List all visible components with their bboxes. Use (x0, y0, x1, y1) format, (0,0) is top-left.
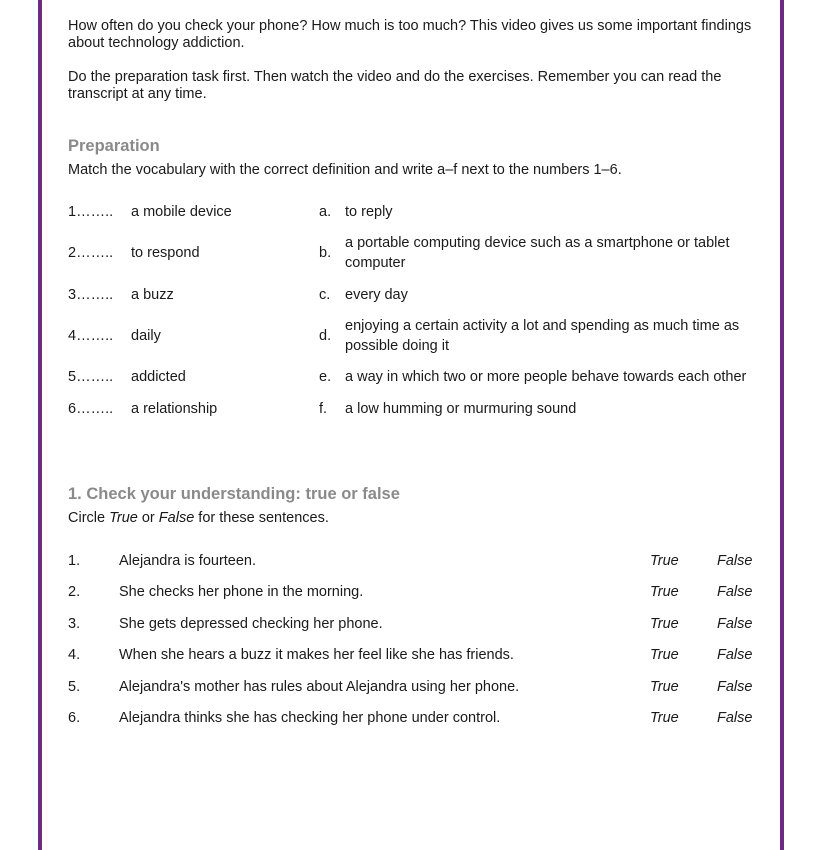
false-option[interactable]: False (717, 679, 753, 695)
instruction-pre: Circle (68, 510, 110, 526)
true-option[interactable]: True (650, 553, 679, 569)
true-option[interactable]: True (650, 647, 679, 663)
preparation-heading: Preparation (68, 137, 160, 155)
vocab-term: a mobile device (131, 204, 232, 220)
false-option[interactable]: False (717, 710, 753, 726)
true-option[interactable]: True (650, 679, 679, 695)
definition-letter: e. (319, 369, 332, 385)
true-option[interactable]: True (650, 584, 679, 600)
instruction-or: or (137, 510, 159, 526)
question-number: 1. (68, 553, 81, 569)
definition-letter: b. (319, 245, 332, 261)
false-option[interactable]: False (717, 647, 753, 663)
definition-text: to reply (345, 204, 393, 220)
definition-letter: c. (319, 287, 331, 303)
vocab-number[interactable]: 1…….. (68, 204, 114, 220)
definition-text: a low humming or murmuring sound (345, 401, 577, 417)
definition-letter: d. (319, 328, 332, 344)
question-number: 4. (68, 647, 81, 663)
vocab-term: a buzz (131, 287, 174, 303)
definition-text: a way in which two or more people behave towards each other (345, 369, 747, 385)
vocab-term: a relationship (131, 401, 218, 417)
question-number: 2. (68, 584, 81, 600)
question-sentence: Alejandra thinks she has checking her phone under control. (119, 710, 501, 726)
vocab-term: to respond (131, 245, 200, 261)
check-understanding-heading: 1. Check your understanding: true or false (68, 485, 400, 503)
preparation-instruction: Match the vocabulary with the correct definition and write a–f next to the numbers 1–6. (68, 162, 622, 178)
vocab-number[interactable]: 2…….. (68, 245, 114, 261)
vocab-number[interactable]: 6…….. (68, 401, 114, 417)
definition-text: a portable computing device such as a smartphone or tablet computer (345, 235, 730, 271)
vocab-number[interactable]: 5…….. (68, 369, 114, 385)
intro-paragraph-2: Do the preparation task first. Then watch the video and do the exercises. Remember you can read the transcript at any time. (68, 69, 722, 102)
intro-paragraph-1: How often do you check your phone? How much is too much? This video gives us some important findings about technology addiction. (68, 18, 752, 51)
vocab-term: addicted (131, 369, 186, 385)
definition-text: every day (345, 287, 408, 303)
true-option[interactable]: True (650, 616, 679, 632)
instruction-false-word: False (158, 510, 195, 526)
vocab-number[interactable]: 4…….. (68, 328, 114, 344)
question-sentence: Alejandra's mother has rules about Alejandra using her phone. (119, 679, 520, 695)
instruction-true-word: True (109, 510, 138, 526)
vocab-number[interactable]: 3…….. (68, 287, 114, 303)
question-number: 5. (68, 679, 81, 695)
question-sentence: She checks her phone in the morning. (119, 584, 364, 600)
question-number: 6. (68, 710, 81, 726)
check-understanding-instruction (68, 510, 329, 526)
false-option[interactable]: False (717, 584, 753, 600)
false-option[interactable]: False (717, 553, 753, 569)
definition-letter: a. (319, 204, 332, 220)
question-sentence: She gets depressed checking her phone. (119, 616, 383, 632)
definition-text: enjoying a certain activity a lot and spending as much time as possible doing it (345, 318, 740, 354)
question-sentence: When she hears a buzz it makes her feel like she has friends. (119, 647, 514, 663)
false-option[interactable]: False (717, 616, 753, 632)
question-number: 3. (68, 616, 81, 632)
vocab-term: daily (131, 328, 161, 344)
true-option[interactable]: True (650, 710, 679, 726)
definition-letter: f. (319, 401, 328, 417)
question-sentence: Alejandra is fourteen. (119, 553, 257, 569)
instruction-post: for these sentences. (194, 510, 329, 526)
